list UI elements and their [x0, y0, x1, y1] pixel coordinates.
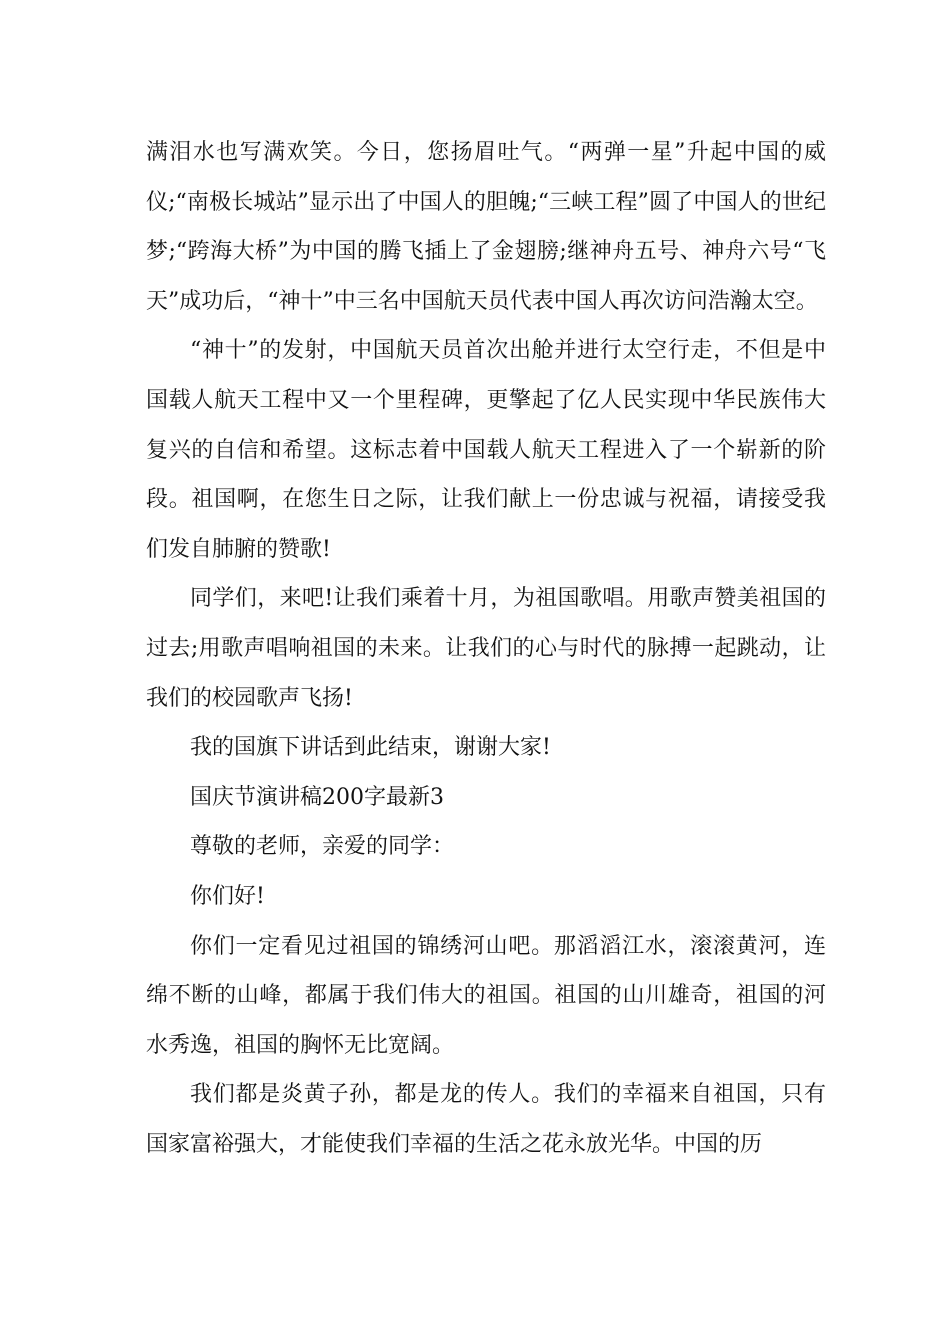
paragraph-3: 同学们，来吧!让我们乘着十月，为祖国歌唱。用歌声赞美祖国的过去;用歌声唱响祖国的未来。让我们的心与时代的脉搏一起跳动，让我们的校园歌声飞扬!: [146, 586, 826, 711]
paragraph-1: 满泪水也写满欢笑。今日，您扬眉吐气。“两弹一星”升起中国的威仪;“南极长城站”显示出了中国人的胆魄;“三峡工程”圆了中国人的世纪梦;“跨海大桥”为中国的腾飞插上了金翅膀;继神舟五号、神舟六号“飞天”成功后，“神十”中三名中国航天员代表中国人再次访问浩瀚太空。: [146, 140, 826, 314]
salutation: 尊敬的老师，亲爱的同学：: [190, 834, 455, 860]
paragraph-4: 你们一定看见过祖国的锦绣河山吧。那滔滔江水，滚滚黄河，连绵不断的山峰，都属于我们伟大的祖国。祖国的山川雄奇，祖国的河水秀逸，祖国的胸怀无比宽阔。: [146, 933, 826, 1058]
greeting: 你们好!: [190, 883, 265, 909]
section-heading: 国庆节演讲稿200字最新3: [190, 784, 444, 810]
paragraph-closing: 我的国旗下讲话到此结束，谢谢大家!: [190, 735, 551, 761]
document-body: [146, 128, 826, 1169]
paragraph-5: 我们都是炎黄子孙，都是龙的传人。我们的幸福来自祖国，只有国家富裕强大，才能使我们幸福的生活之花永放光华。中国的历: [146, 1082, 826, 1157]
paragraph-2: “神十”的发射，中国航天员首次出舱并进行太空行走，不但是中国载人航天工程中又一个里程碑，更擎起了亿人民实现中华民族伟大复兴的自信和希望。这标志着中国载人航天工程进入了一个崭新的阶段。祖国啊，在您生日之际，让我们献上一份忠诚与祝福，请接受我们发自肺腑的赞歌!: [146, 338, 826, 562]
